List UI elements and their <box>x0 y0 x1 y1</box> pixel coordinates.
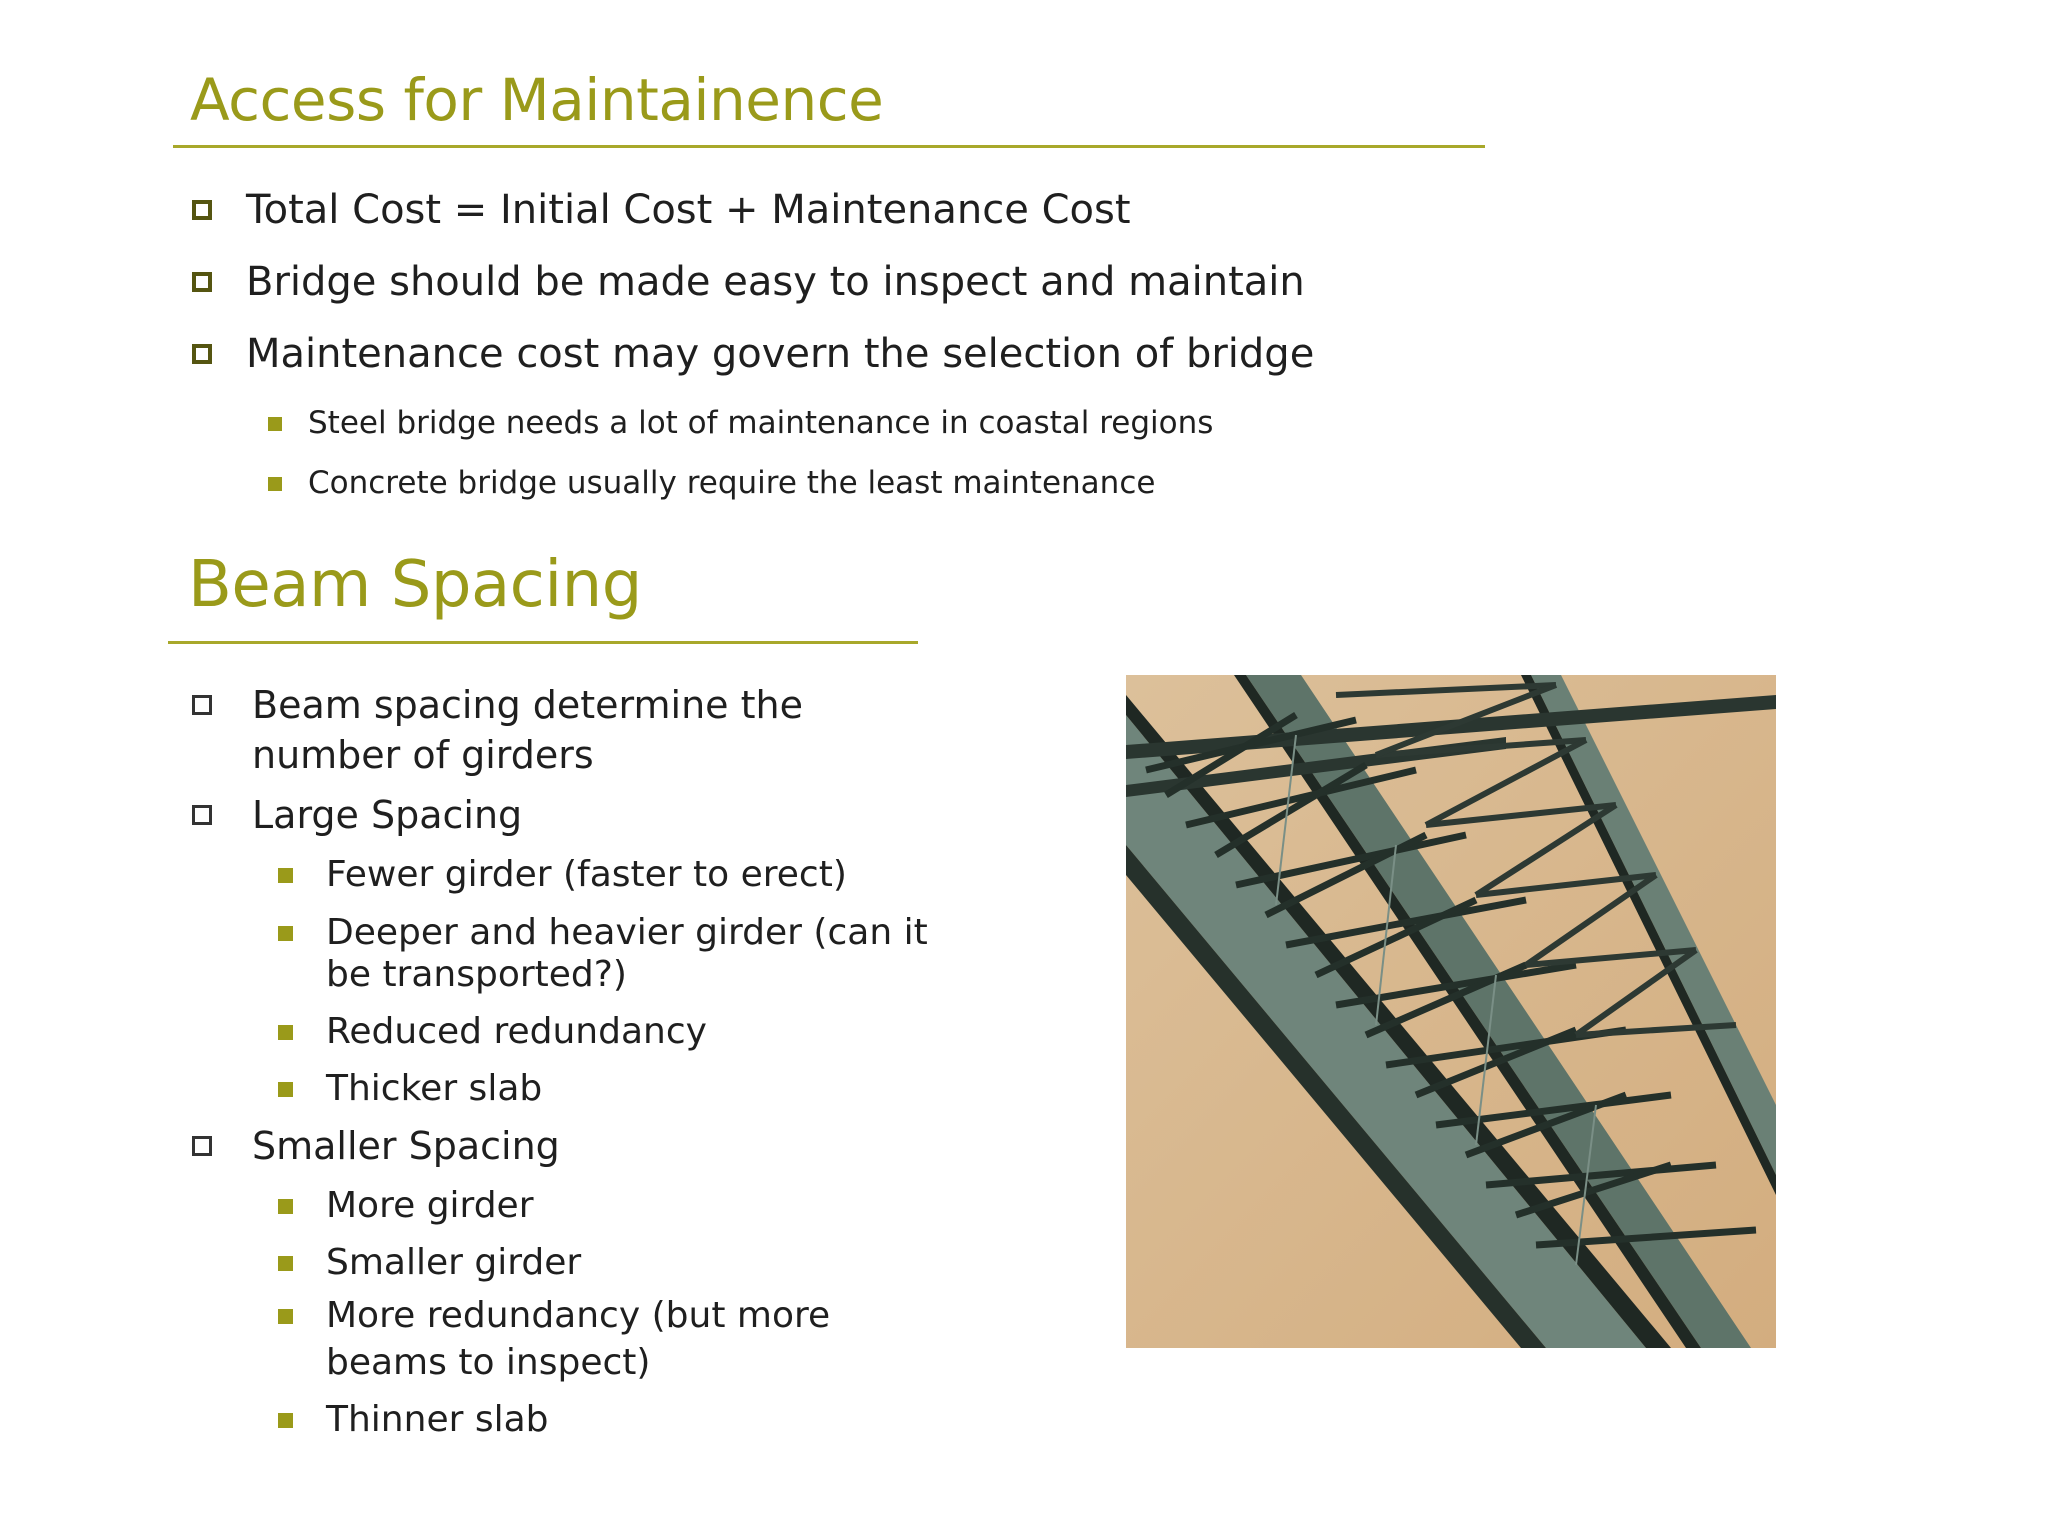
bullet-text: Beam spacing determine the <box>252 683 803 727</box>
sub-bullet-text: Fewer girder (faster to erect) <box>326 854 847 895</box>
section-title-access-for-maintenance: Access for Maintainence <box>190 66 884 134</box>
sub-bullet-text: Concrete bridge usually require the least maintenance <box>308 465 1156 501</box>
sub-bullet-text: More redundancy (but more <box>326 1295 831 1336</box>
filled-square-bullet-icon <box>278 1082 293 1097</box>
section-title-beam-spacing: Beam Spacing <box>188 548 642 622</box>
hollow-square-bullet-icon <box>192 1136 212 1156</box>
bridge-girder-photo <box>1126 675 1776 1348</box>
filled-square-bullet-icon <box>278 1413 293 1428</box>
bridge-girder-illustration <box>1126 675 1776 1348</box>
sub-bullet-text: Thinner slab <box>326 1399 549 1440</box>
filled-square-bullet-icon <box>278 1199 293 1214</box>
sub-bullet-text: beams to inspect) <box>326 1342 651 1383</box>
sub-bullet-text: be transported?) <box>326 954 627 995</box>
sub-bullet-text: Deeper and heavier girder (can it <box>326 912 928 953</box>
hollow-square-bullet-icon <box>192 805 212 825</box>
bullet-text: Large Spacing <box>252 793 523 837</box>
sub-bullet-text: More girder <box>326 1185 534 1226</box>
sub-bullet-text: Smaller girder <box>326 1242 582 1283</box>
filled-square-bullet-icon <box>278 868 293 883</box>
bullet-text: Total Cost = Initial Cost + Maintenance Cost <box>246 187 1131 233</box>
filled-square-bullet-icon <box>278 1025 293 1040</box>
bullet-text: number of girders <box>252 733 594 777</box>
filled-square-bullet-icon <box>278 1309 293 1324</box>
filled-square-bullet-icon <box>278 1256 293 1271</box>
bullet-text: Bridge should be made easy to inspect and maintain <box>246 259 1305 305</box>
filled-square-bullet-icon <box>278 926 293 941</box>
hollow-square-bullet-icon <box>192 695 212 715</box>
beam-spacing-bullet-list <box>190 0 950 1536</box>
bullet-text: Maintenance cost may govern the selection of bridge <box>246 331 1315 377</box>
sub-bullet-text: Reduced redundancy <box>326 1011 707 1052</box>
sub-bullet-text: Steel bridge needs a lot of maintenance in coastal regions <box>308 405 1214 441</box>
bullet-text: Smaller Spacing <box>252 1124 560 1168</box>
sub-bullet-text: Thicker slab <box>326 1068 543 1109</box>
